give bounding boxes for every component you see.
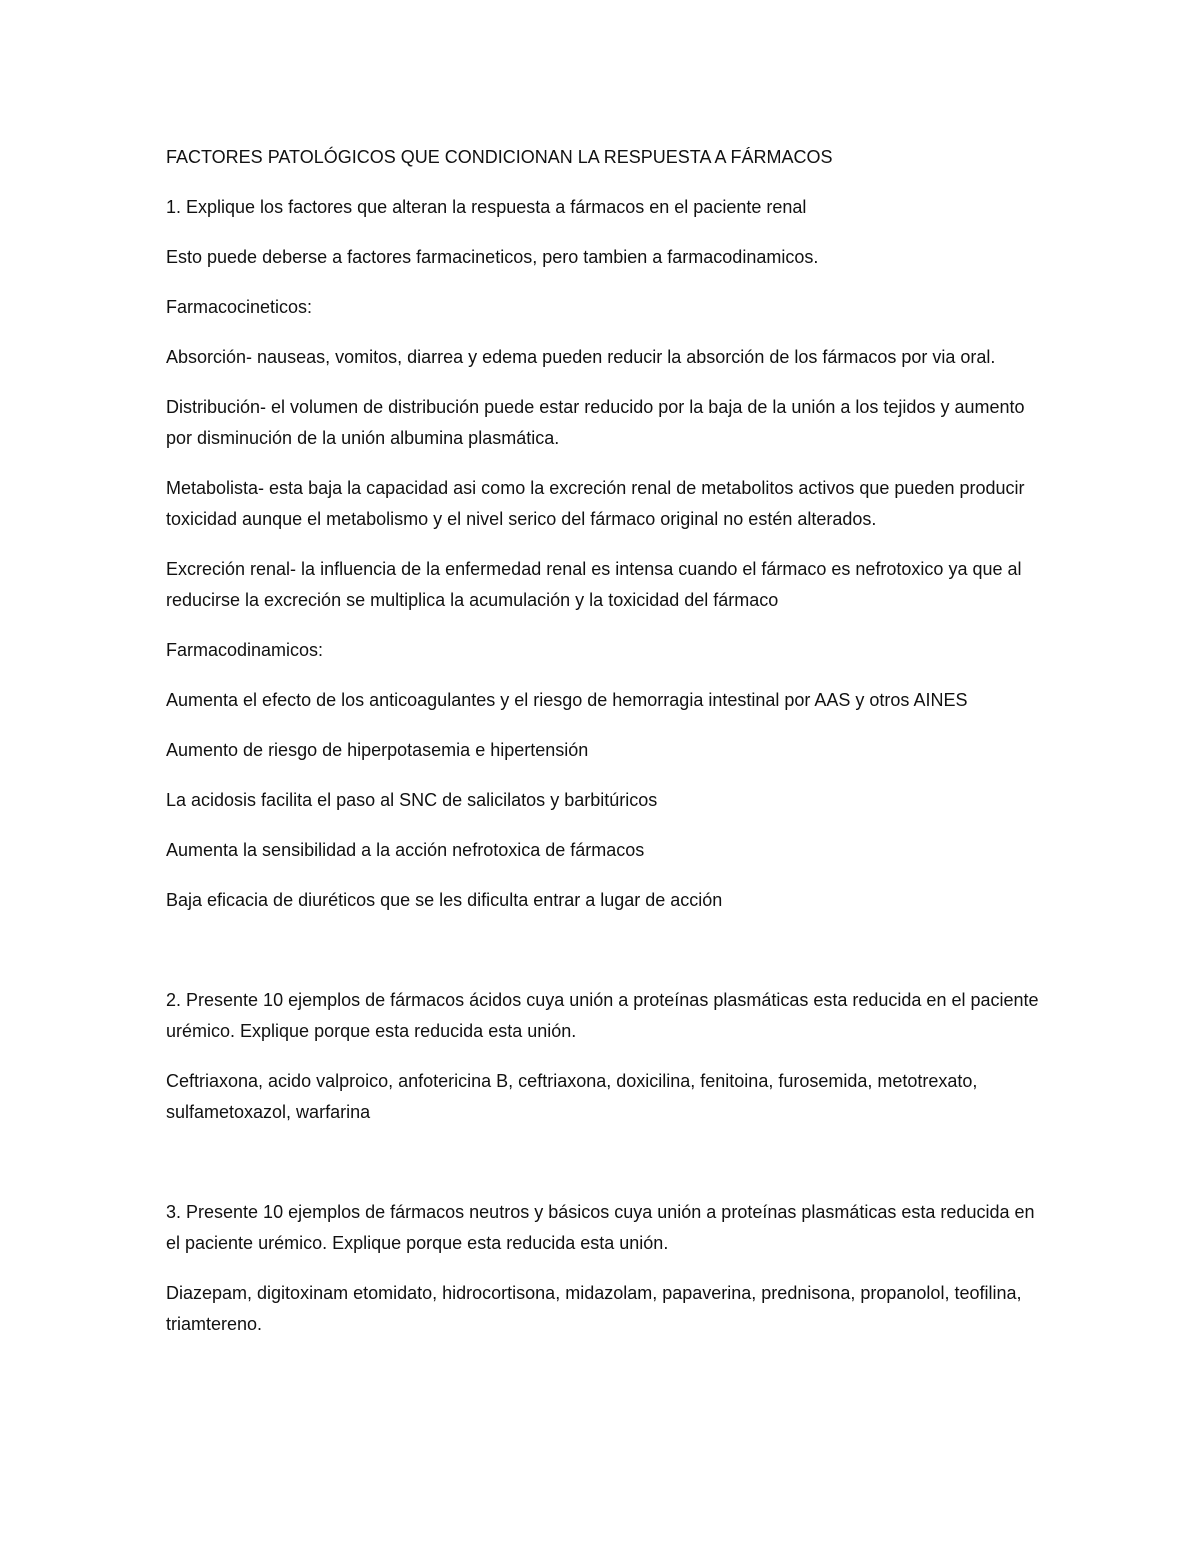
document-title: FACTORES PATOLÓGICOS QUE CONDICIONAN LA RESPUESTA A FÁRMACOS xyxy=(166,147,833,167)
paragraph-anticoagulantes: Aumenta el efecto de los anticoagulantes y el riesgo de hemorragia intestinal por AAS y otros AINES xyxy=(166,690,968,710)
paragraph-sensibilidad: Aumenta la sensibilidad a la acción nefrotoxica de fármacos xyxy=(166,840,645,860)
heading-farmacocineticos: Farmacocineticos: xyxy=(166,297,313,317)
paragraph-metabolista: Metabolista- esta baja la capacidad asi como la excreción renal de metabolitos activos que pueden producir toxicidad aunque el metabolismo y el nivel serico del fármaco original no estén alterados. xyxy=(166,478,1025,529)
heading-farmacodinamicos: Farmacodinamicos: xyxy=(166,640,324,660)
paragraph-acidosis: La acidosis facilita el paso al SNC de salicilatos y barbitúricos xyxy=(166,790,658,810)
answer-3: Diazepam, digitoxinam etomidato, hidrocortisona, midazolam, papaverina, prednisona, propanolol, teofilina, triamtereno. xyxy=(166,1283,1022,1334)
document-body xyxy=(166,142,1046,1359)
spacer xyxy=(166,1147,1046,1197)
question-3: 3. Presente 10 ejemplos de fármacos neutros y básicos cuya unión a proteínas plasmáticas esta reducida en el paciente urémico. Explique porque esta reducida esta unión. xyxy=(166,1202,1035,1253)
paragraph-absorcion: Absorción- nauseas, vomitos, diarrea y edema pueden reducir la absorción de los fármacos por via oral. xyxy=(166,347,996,367)
question-1: 1. Explique los factores que alteran la respuesta a fármacos en el paciente renal xyxy=(166,197,807,217)
spacer xyxy=(166,935,1046,985)
question-2: 2. Presente 10 ejemplos de fármacos ácidos cuya unión a proteínas plasmáticas esta reducida en el paciente urémico. Explique porque esta reducida esta unión. xyxy=(166,990,1039,1041)
paragraph-excrecion: Excreción renal- la influencia de la enfermedad renal es intensa cuando el fármaco es nefrotoxico ya que al reducirse la excreción se multiplica la acumulación y la toxicidad del fármaco xyxy=(166,559,1022,610)
paragraph-hiperpotasemia: Aumento de riesgo de hiperpotasemia e hipertensión xyxy=(166,740,589,760)
paragraph-diureticos: Baja eficacia de diuréticos que se les dificulta entrar a lugar de acción xyxy=(166,890,723,910)
answer-2: Ceftriaxona, acido valproico, anfotericina B, ceftriaxona, doxicilina, fenitoina, furosemida, metotrexato, sulfametoxazol, warfarina xyxy=(166,1071,978,1122)
paragraph-distribucion: Distribución- el volumen de distribución puede estar reducido por la baja de la unión a los tejidos y aumento por disminución de la unión albumina plasmática. xyxy=(166,397,1025,448)
paragraph-intro: Esto puede deberse a factores farmacineticos, pero tambien a farmacodinamicos. xyxy=(166,247,819,267)
